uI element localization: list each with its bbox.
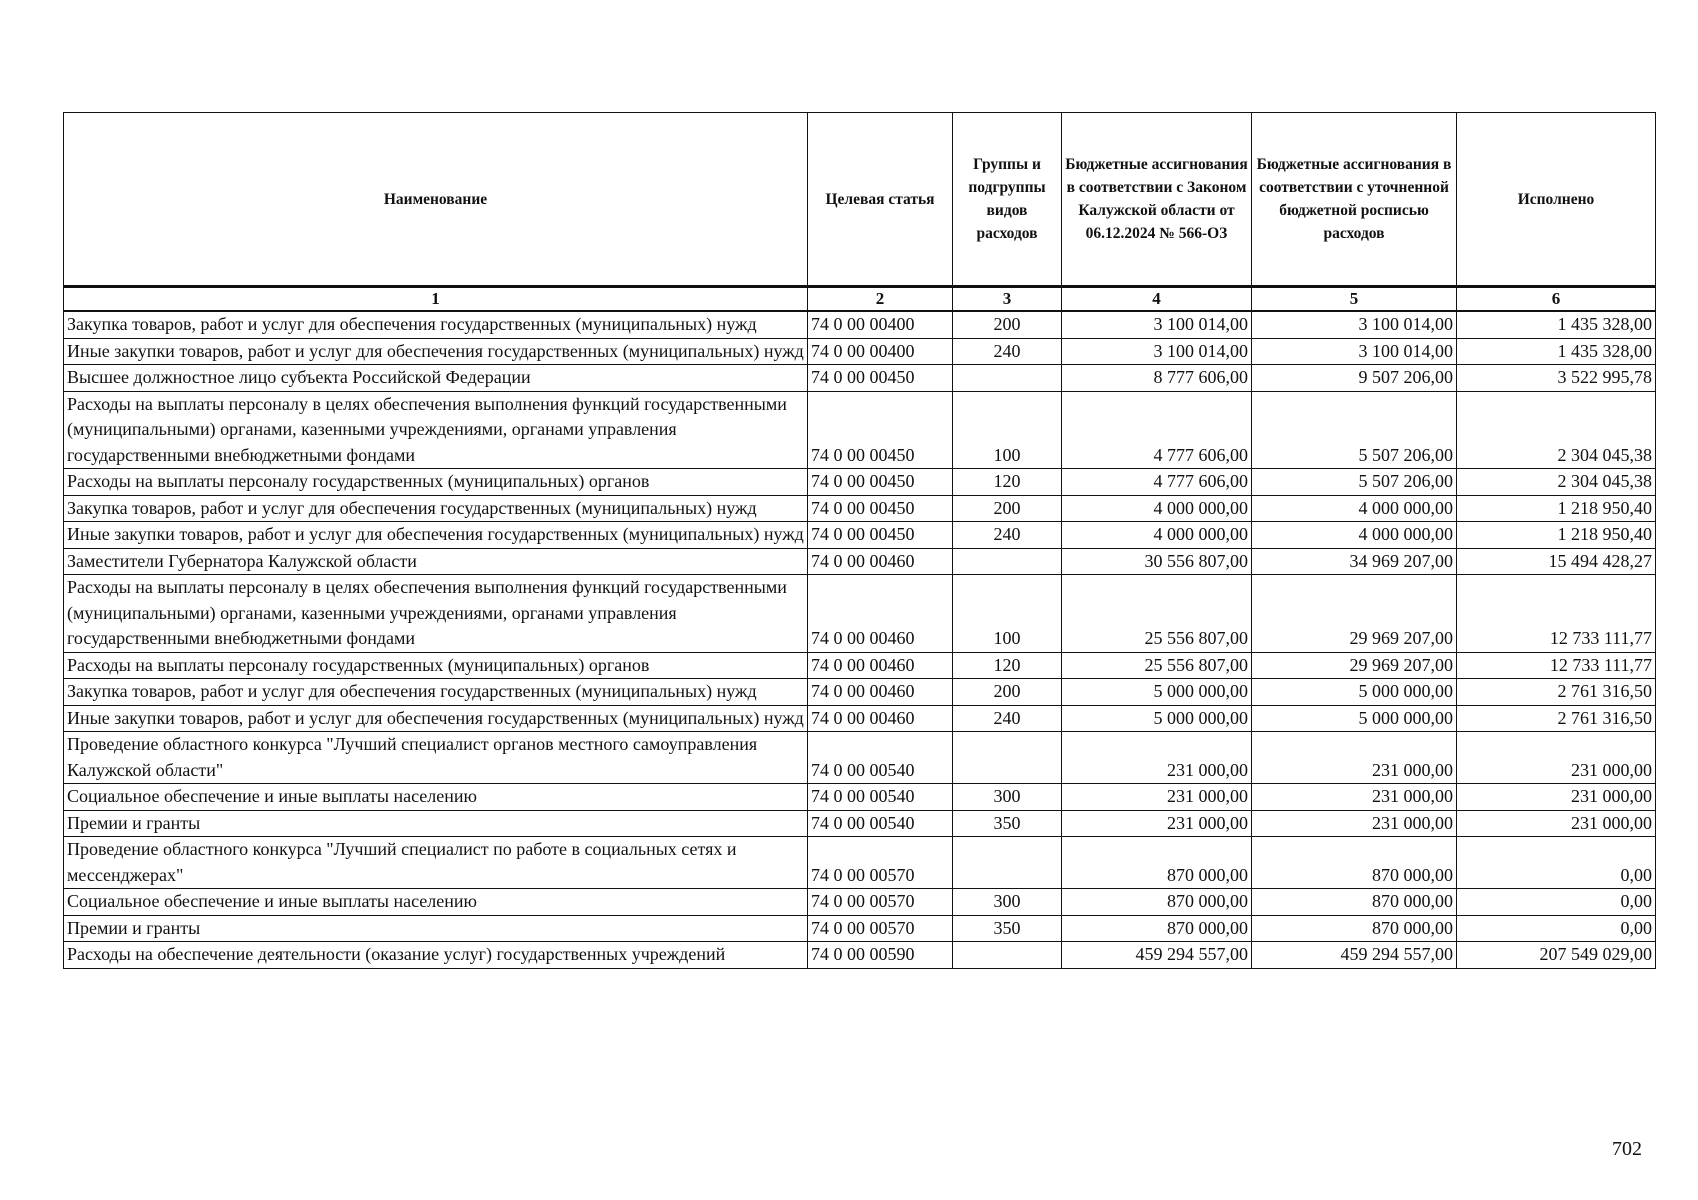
row-target-article: 74 0 00 00450 — [808, 469, 953, 496]
row-executed-amount: 0,00 — [1457, 915, 1656, 942]
table-row — [64, 810, 1656, 837]
header-name: Наименование — [64, 113, 808, 287]
row-executed-amount: 207 549 029,00 — [1457, 942, 1656, 969]
table-row — [64, 942, 1656, 969]
table-row — [64, 338, 1656, 365]
row-target-article: 74 0 00 00570 — [808, 837, 953, 889]
row-executed-amount: 15 494 428,27 — [1457, 548, 1656, 575]
table-row — [64, 915, 1656, 942]
row-executed-amount: 2 304 045,38 — [1457, 469, 1656, 496]
row-executed-amount: 1 218 950,40 — [1457, 522, 1656, 549]
row-refined-amount: 870 000,00 — [1252, 915, 1457, 942]
row-law-amount: 3 100 014,00 — [1062, 338, 1252, 365]
row-expense-group — [953, 365, 1062, 392]
row-expense-group — [953, 837, 1062, 889]
row-expense-group: 300 — [953, 784, 1062, 811]
row-law-amount: 4 777 606,00 — [1062, 469, 1252, 496]
row-expense-group: 240 — [953, 338, 1062, 365]
table-row — [64, 652, 1656, 679]
row-name: Расходы на выплаты персоналу в целях обеспечения выполнения функций государственными (муниципальными) органами, казенными учреждениями, органами управления государственными внебюджетными фондами — [64, 391, 808, 469]
row-name: Заместители Губернатора Калужской области — [64, 548, 808, 575]
row-expense-group — [953, 548, 1062, 575]
row-name: Премии и гранты — [64, 810, 808, 837]
row-refined-amount: 3 100 014,00 — [1252, 311, 1457, 338]
column-number: 4 — [1062, 287, 1252, 312]
table-row — [64, 522, 1656, 549]
row-expense-group: 240 — [953, 705, 1062, 732]
row-expense-group: 120 — [953, 469, 1062, 496]
row-executed-amount: 0,00 — [1457, 837, 1656, 889]
row-executed-amount: 231 000,00 — [1457, 810, 1656, 837]
column-number: 3 — [953, 287, 1062, 312]
row-expense-group: 100 — [953, 575, 1062, 653]
row-name: Закупка товаров, работ и услуг для обеспечения государственных (муниципальных) нужд — [64, 311, 808, 338]
row-executed-amount: 1 218 950,40 — [1457, 495, 1656, 522]
row-expense-group: 240 — [953, 522, 1062, 549]
row-target-article: 74 0 00 00460 — [808, 705, 953, 732]
row-refined-amount: 5 000 000,00 — [1252, 705, 1457, 732]
row-executed-amount: 1 435 328,00 — [1457, 311, 1656, 338]
row-name: Расходы на выплаты персоналу в целях обеспечения выполнения функций государственными (муниципальными) органами, казенными учреждениями, органами управления государственными внебюджетными фондами — [64, 575, 808, 653]
row-target-article: 74 0 00 00460 — [808, 679, 953, 706]
row-law-amount: 870 000,00 — [1062, 889, 1252, 916]
column-number: 2 — [808, 287, 953, 312]
row-refined-amount: 5 000 000,00 — [1252, 679, 1457, 706]
row-target-article: 74 0 00 00590 — [808, 942, 953, 969]
row-name: Премии и гранты — [64, 915, 808, 942]
table-row — [64, 365, 1656, 392]
row-refined-amount: 4 000 000,00 — [1252, 495, 1457, 522]
table-row — [64, 889, 1656, 916]
row-expense-group: 350 — [953, 810, 1062, 837]
row-name: Социальное обеспечение и иные выплаты населению — [64, 889, 808, 916]
budget-execution-table — [63, 112, 1656, 969]
row-law-amount: 4 000 000,00 — [1062, 495, 1252, 522]
page-number: 702 — [1612, 1138, 1642, 1160]
column-number-row — [64, 287, 1656, 312]
row-name: Расходы на выплаты персоналу государственных (муниципальных) органов — [64, 652, 808, 679]
table-row — [64, 732, 1656, 784]
row-target-article: 74 0 00 00450 — [808, 495, 953, 522]
row-target-article: 74 0 00 00540 — [808, 732, 953, 784]
row-target-article: 74 0 00 00400 — [808, 338, 953, 365]
row-name: Закупка товаров, работ и услуг для обеспечения государственных (муниципальных) нужд — [64, 679, 808, 706]
row-name: Расходы на выплаты персоналу государственных (муниципальных) органов — [64, 469, 808, 496]
row-law-amount: 3 100 014,00 — [1062, 311, 1252, 338]
row-law-amount: 25 556 807,00 — [1062, 575, 1252, 653]
row-law-amount: 4 777 606,00 — [1062, 391, 1252, 469]
table-row — [64, 784, 1656, 811]
row-refined-amount: 9 507 206,00 — [1252, 365, 1457, 392]
row-expense-group — [953, 732, 1062, 784]
row-name: Проведение областного конкурса "Лучший специалист по работе в социальных сетях и мессенджерах" — [64, 837, 808, 889]
row-target-article: 74 0 00 00450 — [808, 522, 953, 549]
table-header — [64, 113, 1656, 312]
row-executed-amount: 12 733 111,77 — [1457, 652, 1656, 679]
table-row — [64, 311, 1656, 338]
row-refined-amount: 29 969 207,00 — [1252, 575, 1457, 653]
row-refined-amount: 29 969 207,00 — [1252, 652, 1457, 679]
row-name: Высшее должностное лицо субъекта Российской Федерации — [64, 365, 808, 392]
header-target-article: Целевая статья — [808, 113, 953, 287]
row-target-article: 74 0 00 00400 — [808, 311, 953, 338]
row-target-article: 74 0 00 00460 — [808, 575, 953, 653]
row-expense-group: 120 — [953, 652, 1062, 679]
row-executed-amount: 2 761 316,50 — [1457, 679, 1656, 706]
table-row — [64, 495, 1656, 522]
row-expense-group: 100 — [953, 391, 1062, 469]
row-expense-group: 350 — [953, 915, 1062, 942]
row-name: Иные закупки товаров, работ и услуг для обеспечения государственных (муниципальных) нужд — [64, 522, 808, 549]
row-expense-group: 200 — [953, 495, 1062, 522]
row-law-amount: 231 000,00 — [1062, 810, 1252, 837]
row-name: Закупка товаров, работ и услуг для обеспечения государственных (муниципальных) нужд — [64, 495, 808, 522]
row-target-article: 74 0 00 00460 — [808, 652, 953, 679]
row-refined-amount: 459 294 557,00 — [1252, 942, 1457, 969]
row-executed-amount: 0,00 — [1457, 889, 1656, 916]
row-refined-amount: 34 969 207,00 — [1252, 548, 1457, 575]
row-target-article: 74 0 00 00540 — [808, 784, 953, 811]
row-law-amount: 4 000 000,00 — [1062, 522, 1252, 549]
row-refined-amount: 5 507 206,00 — [1252, 391, 1457, 469]
row-target-article: 74 0 00 00570 — [808, 889, 953, 916]
row-refined-amount: 231 000,00 — [1252, 732, 1457, 784]
row-law-amount: 8 777 606,00 — [1062, 365, 1252, 392]
header-expense-groups: Группы и подгруппы видов расходов — [953, 113, 1062, 287]
row-refined-amount: 5 507 206,00 — [1252, 469, 1457, 496]
row-target-article: 74 0 00 00450 — [808, 365, 953, 392]
row-refined-amount: 4 000 000,00 — [1252, 522, 1457, 549]
table-body — [64, 311, 1656, 968]
row-law-amount: 870 000,00 — [1062, 837, 1252, 889]
row-law-amount: 459 294 557,00 — [1062, 942, 1252, 969]
row-law-amount: 30 556 807,00 — [1062, 548, 1252, 575]
header-law-allocations: Бюджетные ассигнования в соответствии с Законом Калужской области от 06.12.2024 № 566-ОЗ — [1062, 113, 1252, 287]
column-number: 1 — [64, 287, 808, 312]
table-row — [64, 575, 1656, 653]
row-refined-amount: 231 000,00 — [1252, 810, 1457, 837]
row-executed-amount: 231 000,00 — [1457, 732, 1656, 784]
table-row — [64, 705, 1656, 732]
row-target-article: 74 0 00 00540 — [808, 810, 953, 837]
row-target-article: 74 0 00 00570 — [808, 915, 953, 942]
row-refined-amount: 231 000,00 — [1252, 784, 1457, 811]
row-name: Иные закупки товаров, работ и услуг для обеспечения государственных (муниципальных) нужд — [64, 338, 808, 365]
row-executed-amount: 3 522 995,78 — [1457, 365, 1656, 392]
row-target-article: 74 0 00 00450 — [808, 391, 953, 469]
row-law-amount: 870 000,00 — [1062, 915, 1252, 942]
table-row — [64, 548, 1656, 575]
row-law-amount: 231 000,00 — [1062, 784, 1252, 811]
row-expense-group: 200 — [953, 311, 1062, 338]
row-law-amount: 25 556 807,00 — [1062, 652, 1252, 679]
table-row — [64, 391, 1656, 469]
row-executed-amount: 2 304 045,38 — [1457, 391, 1656, 469]
row-name: Проведение областного конкурса "Лучший специалист органов местного самоуправления Калужской области" — [64, 732, 808, 784]
header-row — [64, 113, 1656, 287]
row-name: Иные закупки товаров, работ и услуг для обеспечения государственных (муниципальных) нужд — [64, 705, 808, 732]
row-executed-amount: 2 761 316,50 — [1457, 705, 1656, 732]
row-executed-amount: 12 733 111,77 — [1457, 575, 1656, 653]
header-executed: Исполнено — [1457, 113, 1656, 287]
row-refined-amount: 3 100 014,00 — [1252, 338, 1457, 365]
table-row — [64, 469, 1656, 496]
row-law-amount: 5 000 000,00 — [1062, 705, 1252, 732]
row-executed-amount: 231 000,00 — [1457, 784, 1656, 811]
row-expense-group — [953, 942, 1062, 969]
row-expense-group: 300 — [953, 889, 1062, 916]
column-number: 6 — [1457, 287, 1656, 312]
row-executed-amount: 1 435 328,00 — [1457, 338, 1656, 365]
row-law-amount: 5 000 000,00 — [1062, 679, 1252, 706]
row-law-amount: 231 000,00 — [1062, 732, 1252, 784]
row-name: Социальное обеспечение и иные выплаты населению — [64, 784, 808, 811]
row-name: Расходы на обеспечение деятельности (оказание услуг) государственных учреждений — [64, 942, 808, 969]
table-row — [64, 837, 1656, 889]
row-target-article: 74 0 00 00460 — [808, 548, 953, 575]
row-refined-amount: 870 000,00 — [1252, 889, 1457, 916]
column-number: 5 — [1252, 287, 1457, 312]
table-row — [64, 679, 1656, 706]
row-refined-amount: 870 000,00 — [1252, 837, 1457, 889]
header-refined-allocations: Бюджетные ассигнования в соответствии с уточненной бюджетной росписью расходов — [1252, 113, 1457, 287]
row-expense-group: 200 — [953, 679, 1062, 706]
